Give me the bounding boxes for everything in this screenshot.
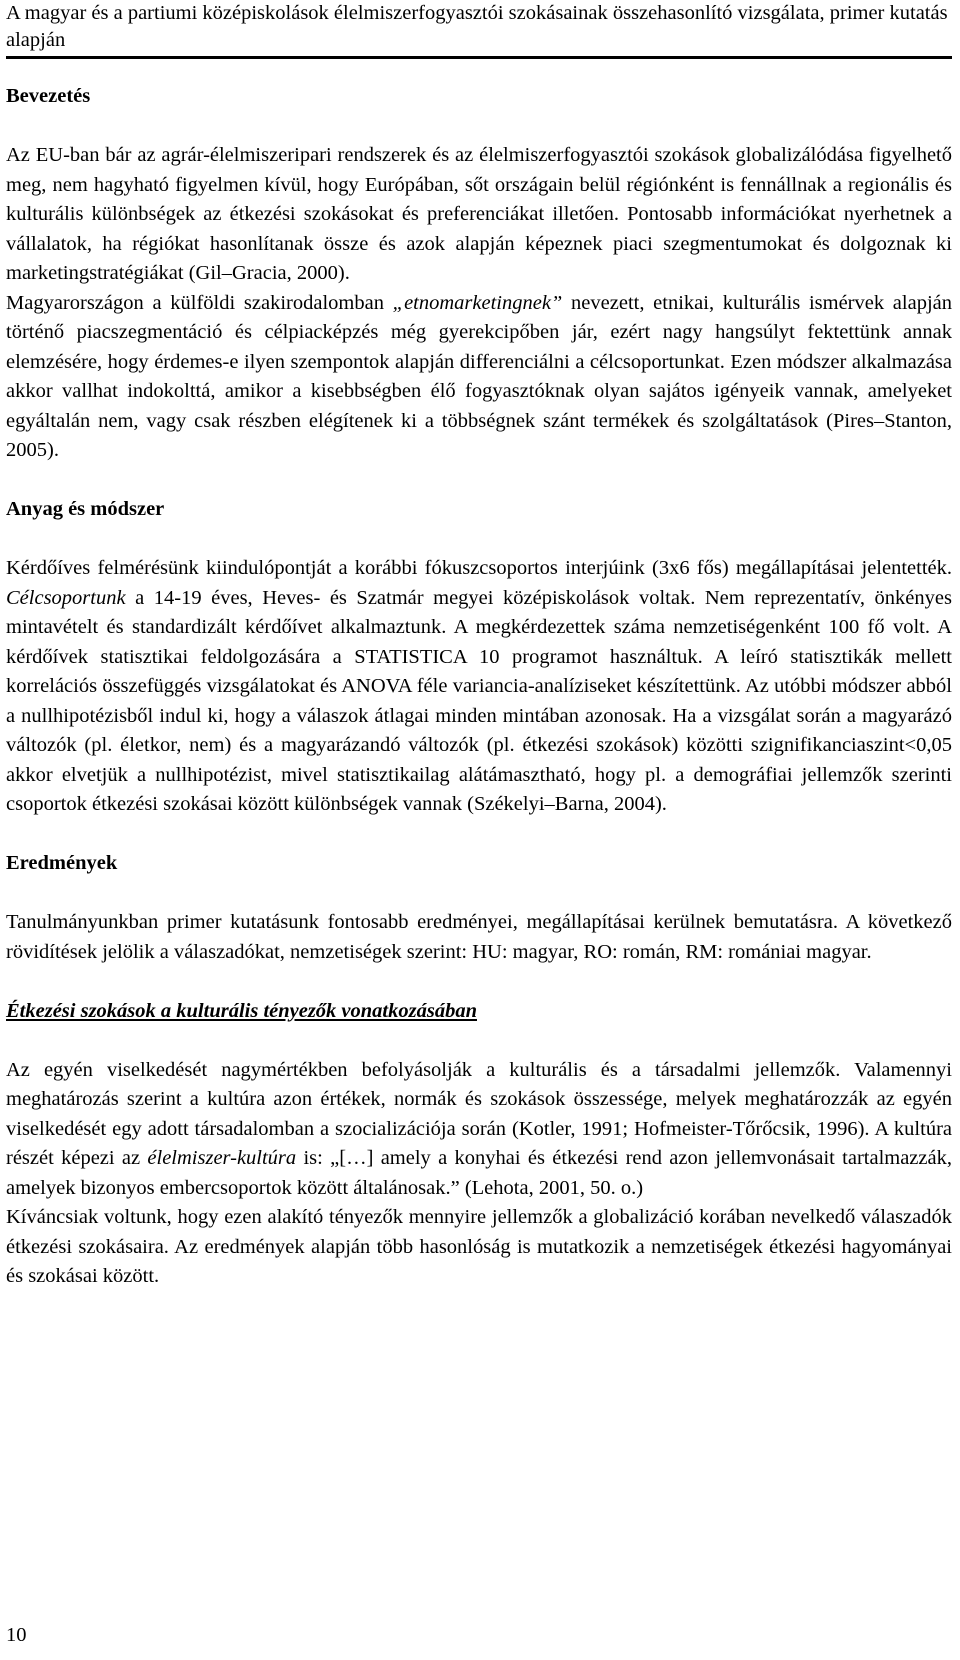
heading-results: Eredmények	[6, 852, 118, 874]
methods-paragraph: Kérdőíves felmérésünk kiindulópontját a korábbi fókuszcsoportos interjúink (3x6 fős) megállapításai jelentették. Célcsoportunk a 14-19 éves, Heves- és Szatmár megyei középiskolások voltak. Nem reprezentatív, önkényes mintavételt és standardizált kérdőívet alkalmaztunk. A megkérdezettek száma nemzetiségenként 100 fő volt. A kérdőívek statisztikai feldolgozására a STATISTICA 10 programot használtuk. A leíró statisztikák mellett korrelációs összefüggés vizsgálatokat és ANOVA féle variancia-analíziseket készítettünk. Az utóbbi módszer abból a nullhipotézisből indul ki, hogy a válaszok átlagai minden mintában azonosak. Ha a vizsgálat során a magyarázó változók (pl. életkor, nem) és a magyarázandó változók (pl. étkezési szokások) közötti szignifikanciaszint<0,05 akkor elvetjük a nullhipotézist, mivel statisztikailag alátámasztható, hogy pl. a demográfiai jellemzők szerinti csoportok étkezési szokásai között különbségek vannak (Székelyi–Barna, 2004).	[6, 557, 952, 815]
food-culture-term: élelmiszer-kultúra	[147, 1147, 297, 1169]
running-header-title: A magyar és a partiumi középiskolások élelmiszerfogyasztói szokásainak összehasonlító vizsgálata, primer kutatás alapján	[6, 2, 948, 51]
results-paragraph-1: Tanulmányunkban primer kutatásunk fontosabb eredményei, megállapításai kerülnek bemutatásra. A következő rövidítések jelölik a válaszadókat, nemzetiségek szerint: HU: magyar, RO: román, RM: romániai magyar.	[6, 911, 952, 963]
subheading-cultural-factors: Étkezési szokások a kulturális tényezők vonatkozásában	[6, 999, 477, 1022]
heading-methods: Anyag és módszer	[6, 498, 165, 520]
etnomarketing-term: „etnomarketingnek”	[392, 291, 563, 314]
intro-paragraph-1: Az EU-ban bár az agrár-élelmiszeripari rendszerek és az élelmiszerfogyasztói szokások globalizálódása figyelhető meg, nem hagyható figyelmen kívül, hogy Európában, sőt országain belül régiónként is fennállnak a regionális és kulturális különbségek az étkezési szokásokat és preferenciákat illetően. Pontosabb információkat nyerhetnek a vállalatok, ha régiókat hasonlítanak össze és azok alapján képeznek piaci szegmentumokat és dolgoznak ki marketingstratégiákat (Gil–Gracia, 2000).	[6, 144, 952, 284]
target-group-term: Célcsoportunk	[6, 586, 126, 609]
results-paragraph-3: Kíváncsiak voltunk, hogy ezen alakító tényezők mennyire jellemzők a globalizáció korában nevelkedő válaszadók étkezési szokásaira. Az eredmények alapján több hasonlóság is mutatkozik a nemzetiségek étkezési hagyományai és szokásai között.	[6, 1206, 952, 1287]
page-number: 10	[6, 1624, 27, 1646]
results-paragraph-2: Az egyén viselkedését nagymértékben befolyásolják a kulturális és a társadalmi jellemzők. Valamennyi meghatározás szerint a kultúra azon értékek, normák és szokások összessége, melyek meghatározzák az egyén viselkedését egy adott társadalomban a szocializációja során (Kotler, 1991; Hofmeister-Tőrőcsik, 1996). A kultúra részét képezi az élelmiszer-kultúra is: „[…] amely a konyhai és étkezési rend azon jellemvonásait tartalmazzák, amelyek bizonyos embercsoportok között általánosak.” (Lehota, 2001, 50. o.)	[6, 1058, 952, 1199]
running-header	[6, 0, 952, 59]
intro-paragraph-2: Magyarországon a külföldi szakirodalomban „etnomarketingnek” nevezett, etnikai, kulturális ismérvek alapján történő piacszegmentáció és célpiacképzés még gyerekcipőben jár, ezért nagy hangsúlyt fektettünk annak elemzésére, hogy érdemes-e ilyen szempontok alapján differenciálni a célcsoportunkat. Ezen módszer alkalmazása akkor vallhat indokolttá, amikor a kisebbségben élő fogyasztóknak olyan sajátos igényeik vannak, amelyeket egyáltalán nem, vagy csak részben elégítenek ki a többségnek szánt termékek és szolgáltatások (Pires–Stanton, 2005).	[6, 291, 952, 461]
page-body	[6, 82, 952, 1292]
heading-introduction: Bevezetés	[6, 85, 91, 107]
